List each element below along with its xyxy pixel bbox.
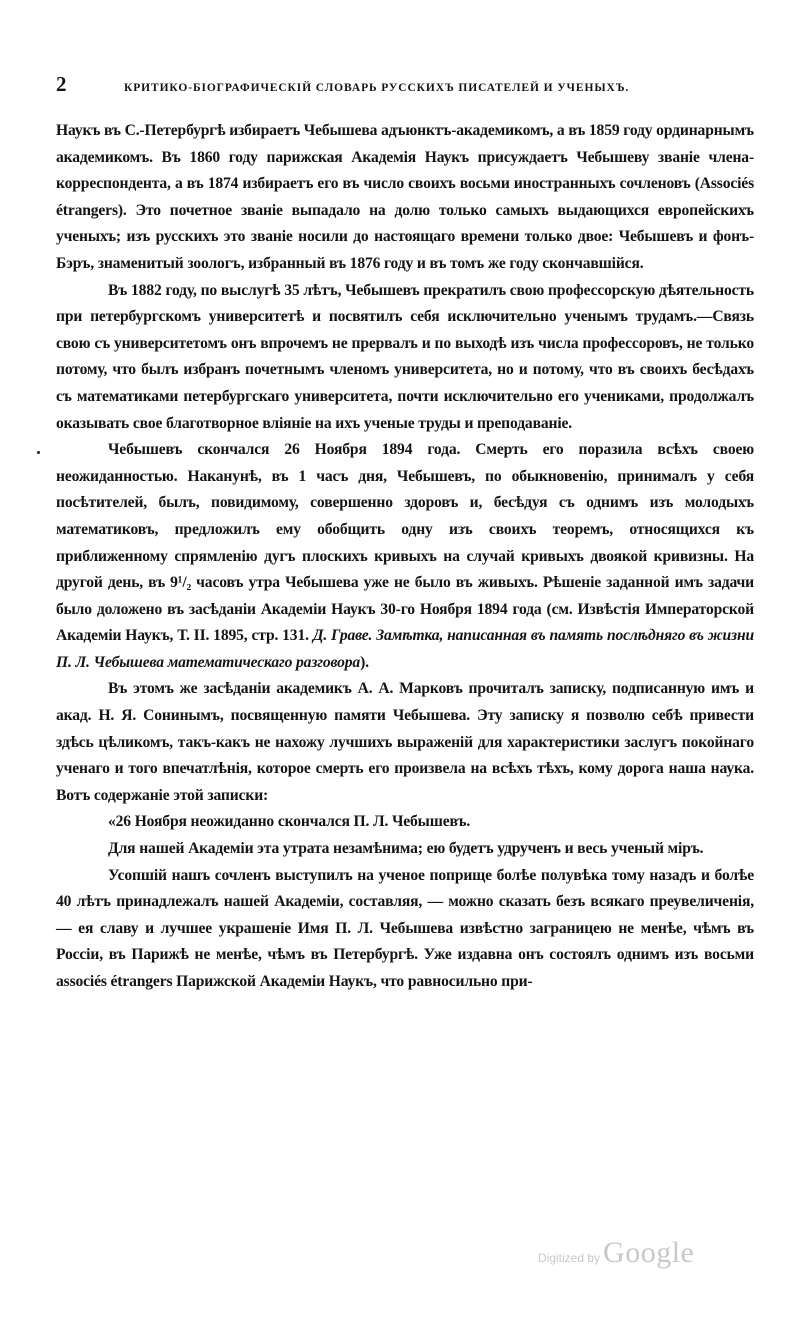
- running-title: КРИТИКО-БІОГРАФИЧЕСКІЙ СЛОВАРЬ РУССКИХЪ ПИСАТЕЛЕЙ И УЧЕНЫХЪ.: [124, 82, 630, 94]
- paragraph-3-closing: ).: [360, 653, 369, 671]
- page-header: [56, 72, 754, 106]
- paragraph-7: Усопшій нашъ сочленъ выступилъ на ученое поприще болѣе полувѣка тому назадъ и болѣе 40 лѣтъ принадлежалъ нашей Академіи, составляя, — можно сказать безъ всякаго преувеличенія, — ея славу и лучшее украшеніе Имя П. Л. Чебышева извѣстно заграницею не менѣе, чѣмъ въ Россіи, въ Парижѣ не менѣе, чѣмъ въ Петербургѣ. Уже издавна онъ состоялъ однимъ изъ восьми associés étrangers Парижской Академіи Наукъ, что равносильно при-: [56, 866, 754, 990]
- paragraph-5: «26 Ноября неожиданно скончался П. Л. Чебышевъ.: [108, 813, 471, 831]
- paragraph-1: Наукъ въ С.-Петербургѣ избираетъ Чебышева адъюнктъ-академикомъ, а въ 1859 году ординарнымъ академикомъ. Въ 1860 году парижская Академія Наукъ присуждаетъ Чебышеву званіе члена-корреспондента, а въ 1874 избираетъ его въ число своихъ восьми иностранныхъ сочленовъ (Associés étrangers). Это почетное званіе выпадало на долю только самыхъ выдающихся европейскихъ ученыхъ; изъ русскихъ это званіе носили до настоящаго времени только двое: Чебышевъ и фонъ-Бэръ, знаменитый зоологъ, избранный въ 1876 году и въ томъ же году скончавшійся.: [56, 122, 754, 272]
- digitized-watermark: [538, 1236, 694, 1270]
- page-number: 2: [56, 72, 67, 96]
- paragraph-3-citation: Д. Граве. Замѣтка, написанная въ память послѣдняго въ жизни П. Л. Чебышева математическаго разговора: [56, 627, 754, 671]
- body-text: [56, 118, 754, 996]
- paragraph-2: Въ 1882 году, по выслугѣ 35 лѣтъ, Чебышевъ прекратилъ свою профессорскую дѣятельность при петербургскомъ университетѣ и посвятилъ себя исключительно ученымъ трудамъ.—Связь свою съ университетомъ онъ впрочемъ не прервалъ и по выходѣ изъ числа профессоровъ, не только потому, что былъ избранъ почетнымъ членомъ университета, но и потому, что въ своихъ бесѣдахъ съ математиками петербургскаго университета, почти исключительно его учениками, продолжалъ оказывать свое благотворное вліяніе на ихъ ученые труды и преподаваніе.: [56, 281, 754, 432]
- watermark-prefix: Digitized by: [538, 1251, 601, 1265]
- margin-dot: [37, 451, 40, 454]
- paragraph-4: Въ этомъ же засѣданіи академикъ А. А. Марковъ прочиталъ записку, подписанную имъ и акад. Н. Я. Сонинымъ, посвященную памяти Чебышева. Эту записку я позволю себѣ привести здѣсь цѣликомъ, такъ-какъ не нахожу лучшихъ выраженій для характеристики заслугъ покойнаго ученаго и того впечатлѣнія, которое смерть его произвела на всѣхъ тѣхъ, кому дорога наша наука. Вотъ содержаніе этой записки:: [56, 680, 754, 804]
- google-logo: Google: [603, 1236, 695, 1269]
- paragraph-3-text: Чебышевъ скончался 26 Ноября 1894 года. Смерть его поразила всѣхъ своею неожиданностью. Наканунѣ, въ 1 часъ дня, Чебышевъ, по обыкновенію, принималъ у себя посѣтителей, былъ, повидимому, совершенно здоровъ и, бесѣдуя съ однимъ изъ молодыхъ математиковъ, предложилъ ему обобщить одну изъ своихъ теоремъ, относящихся къ приближенному спрямленію дугъ плоскихъ кривыхъ на случай кривыхъ двоякой кривизны. На другой день, въ 9¹/₂ часовъ утра Чебышева уже не было въ живыхъ. Рѣшеніе заданной имъ задачи было доложено въ засѣданіи Академіи Наукъ 30-го Ноября 1894 года (см. Извѣстія Императорской Академіи Наукъ, Т. II. 1895, стр. 131.: [56, 441, 754, 645]
- book-page: [56, 72, 754, 996]
- paragraph-6: Для нашей Академіи эта утрата незамѣнима; ею будетъ удрученъ и весь ученый міръ.: [108, 840, 704, 858]
- paragraph-3: [56, 437, 754, 676]
